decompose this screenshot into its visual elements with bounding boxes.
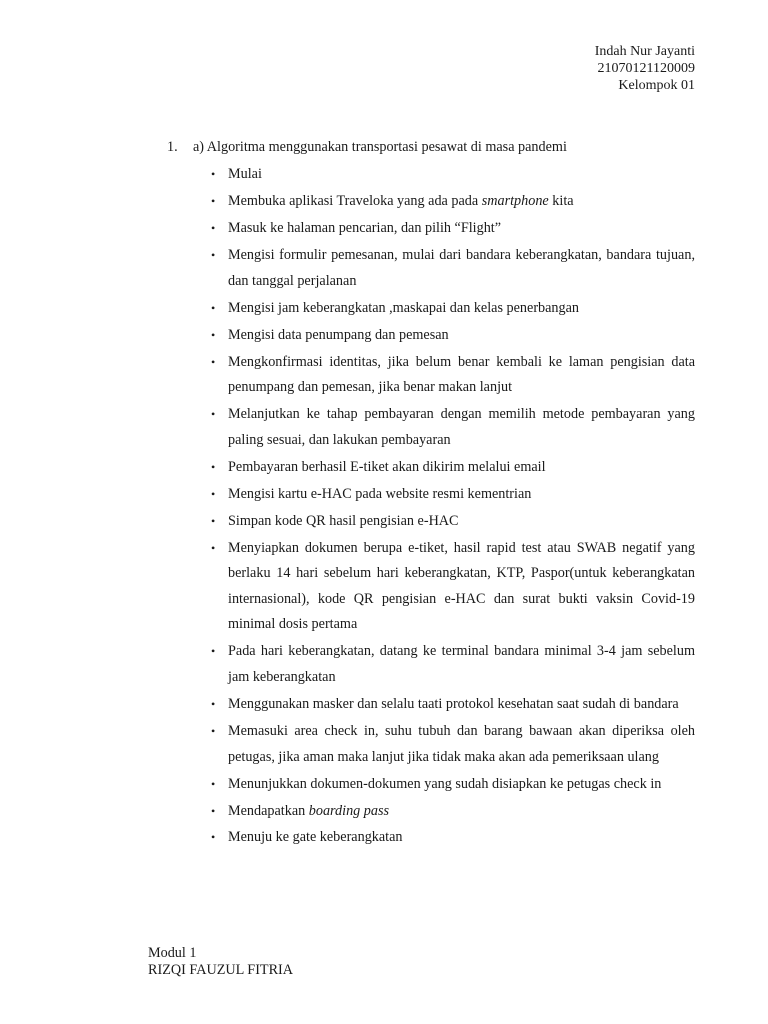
group-label: Kelompok 01 bbox=[618, 78, 695, 93]
list-item bbox=[211, 509, 695, 535]
bullet-icon: • bbox=[211, 354, 216, 369]
list-item bbox=[211, 639, 695, 690]
header-identity bbox=[595, 43, 695, 94]
step-text bbox=[228, 459, 546, 475]
bullet-icon: • bbox=[211, 220, 216, 235]
step-text-part: Mulai bbox=[228, 166, 262, 182]
step-text bbox=[228, 803, 389, 819]
step-text bbox=[228, 723, 695, 765]
page-footer bbox=[148, 945, 293, 979]
bullet-icon: • bbox=[211, 193, 216, 208]
list-item bbox=[211, 243, 695, 294]
list-item bbox=[211, 216, 695, 242]
question-number: 1. bbox=[167, 139, 178, 155]
question-title: a) Algoritma menggunakan transportasi pesawat di masa pandemi bbox=[193, 139, 567, 155]
bullet-icon: • bbox=[211, 723, 216, 738]
bullet-icon: • bbox=[211, 167, 216, 181]
list-item bbox=[211, 402, 695, 453]
bullet-icon: • bbox=[211, 540, 216, 555]
bullet-icon: • bbox=[211, 696, 216, 711]
list-item bbox=[211, 455, 695, 481]
algorithm-steps-list bbox=[211, 162, 695, 851]
step-text bbox=[228, 354, 695, 396]
step-text bbox=[228, 486, 531, 502]
footer-author: RIZQI FAUZUL FITRIA bbox=[148, 962, 294, 978]
step-text-part: Mengisi kartu e-HAC pada website resmi kementrian bbox=[228, 485, 532, 502]
step-text-part: Mendapatkan bbox=[228, 802, 309, 819]
list-item bbox=[211, 825, 695, 851]
main-content bbox=[167, 137, 695, 852]
step-text-part: Menuju ke gate keberangkatan bbox=[228, 829, 403, 846]
step-text-part: Simpan kode QR hasil pengisian e-HAC bbox=[228, 512, 459, 529]
footer-module: Modul 1 bbox=[148, 945, 197, 961]
step-text-part: kita bbox=[548, 192, 574, 209]
bullet-icon: • bbox=[211, 300, 216, 315]
bullet-icon: • bbox=[211, 803, 216, 818]
list-item bbox=[211, 772, 695, 798]
step-text bbox=[228, 220, 501, 236]
step-text bbox=[228, 829, 403, 845]
list-item bbox=[211, 719, 695, 770]
bullet-icon: • bbox=[211, 459, 216, 474]
step-text bbox=[228, 696, 679, 712]
bullet-icon: • bbox=[211, 327, 216, 342]
list-item bbox=[211, 189, 695, 215]
step-text bbox=[228, 643, 695, 685]
step-text bbox=[228, 513, 459, 529]
bullet-icon: • bbox=[211, 486, 216, 501]
step-text-part: Pembayaran berhasil E-tiket akan dikirim melalui email bbox=[228, 458, 546, 475]
step-text-italic: boarding pass bbox=[308, 802, 390, 819]
bullet-icon: • bbox=[211, 830, 216, 845]
student-id: 21070121120009 bbox=[597, 61, 695, 76]
list-item bbox=[211, 692, 695, 718]
list-item bbox=[211, 296, 695, 322]
bullet-icon: • bbox=[211, 247, 216, 262]
bullet-icon: • bbox=[211, 776, 216, 791]
step-text-part: Melanjutkan ke tahap pembayaran dengan memilih metode pembayaran yang paling sesuai, dan lakukan pembayaran bbox=[228, 406, 695, 448]
step-text-part: Pada hari keberangkatan, datang ke terminal bandara minimal 3-4 jam sebelum jam keberangkatan bbox=[228, 643, 695, 685]
step-text-part: Mengkonfirmasi identitas, jika belum benar kembali ke laman pengisian data penumpang dan pemesan, jika benar makan lanjut bbox=[228, 353, 695, 396]
list-item bbox=[211, 350, 695, 401]
step-text-italic: smartphone bbox=[481, 192, 549, 209]
step-text bbox=[228, 300, 579, 316]
list-item bbox=[211, 482, 695, 508]
step-text-part: Menyiapkan dokumen berupa e-tiket, hasil rapid test atau SWAB negatif yang berlaku 14 hari sebelum hari keberangkatan, KTP, Paspor(untuk keberangkatan internasional), kode QR pengisian e-HAC dan surat bukti vaksin Covid-19 minimal dosis pertama bbox=[228, 539, 695, 633]
step-text bbox=[228, 193, 574, 209]
step-text-part: Membuka aplikasi Traveloka yang ada pada bbox=[228, 192, 482, 209]
step-text bbox=[228, 327, 449, 343]
step-text-part: Mengisi jam keberangkatan ,maskapai dan kelas penerbangan bbox=[228, 299, 580, 316]
list-item bbox=[211, 323, 695, 349]
step-text bbox=[228, 406, 695, 448]
step-text bbox=[228, 247, 695, 289]
step-text bbox=[228, 776, 661, 792]
step-text-part: Mengisi data penumpang dan pemesan bbox=[228, 326, 449, 343]
step-text bbox=[228, 540, 695, 633]
bullet-icon: • bbox=[211, 407, 216, 422]
student-name: Indah Nur Jayanti bbox=[594, 44, 695, 59]
question-heading bbox=[167, 137, 695, 157]
step-text-part: Menunjukkan dokumen-dokumen yang sudah disiapkan ke petugas check in bbox=[228, 775, 662, 792]
step-text-part: Masuk ke halaman pencarian, dan pilih “Flight” bbox=[228, 219, 502, 236]
bullet-icon: • bbox=[211, 644, 216, 659]
step-text-part: Mengisi formulir pemesanan, mulai dari bandara keberangkatan, bandara tujuan, dan tanggal perjalanan bbox=[228, 246, 695, 289]
step-text-part: Menggunakan masker dan selalu taati protokol kesehatan saat sudah di bandara bbox=[228, 695, 679, 712]
step-text bbox=[228, 166, 262, 182]
list-item bbox=[211, 162, 695, 188]
bullet-icon: • bbox=[211, 513, 216, 528]
list-item bbox=[211, 536, 695, 638]
list-item bbox=[211, 799, 695, 825]
step-text-part: Memasuki area check in, suhu tubuh dan barang bawaan akan diperiksa oleh petugas, jika aman maka lanjut jika tidak maka akan ada pemeriksaan ulang bbox=[228, 722, 695, 765]
